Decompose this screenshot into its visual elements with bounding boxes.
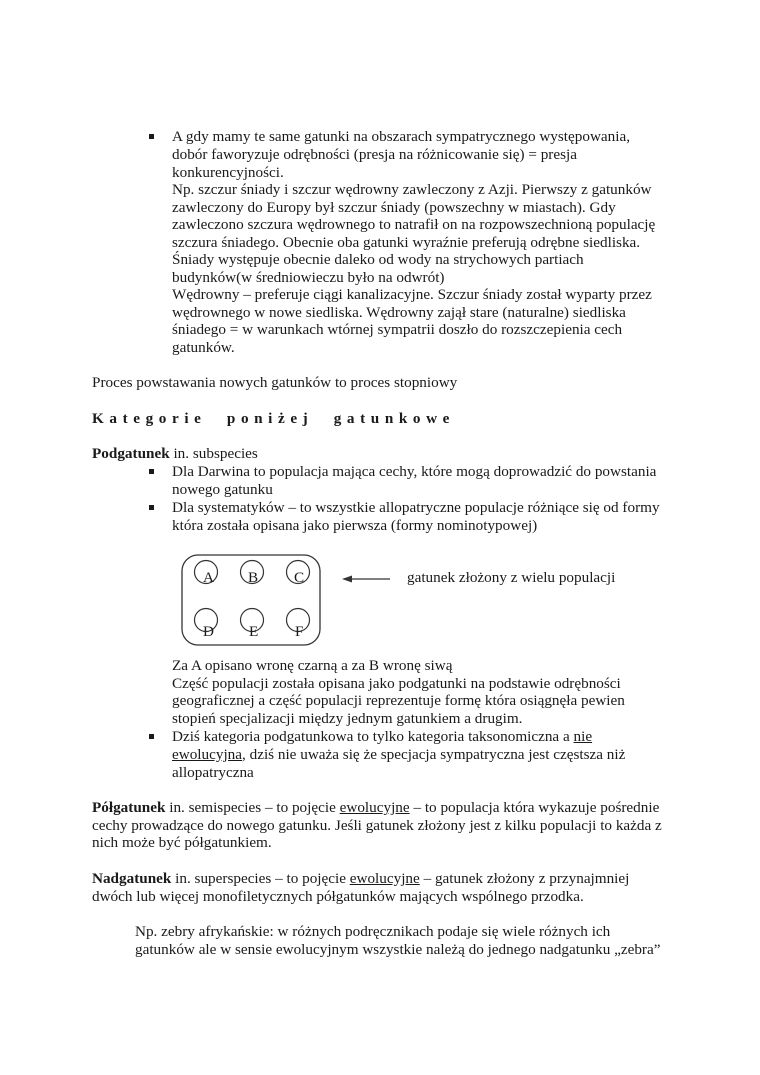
bullet-marker: [149, 734, 154, 739]
paragraph-line: gatunków.: [172, 339, 235, 356]
bullet-line: która została opisana jako pierwsza (formy nominotypowej): [172, 517, 538, 534]
polgatunek-definition: [92, 799, 659, 817]
bullet-line: [172, 728, 592, 746]
text-span: in. semispecies – to pojęcie: [165, 799, 340, 816]
text-span: – to populacja która wykazuje pośrednie: [409, 799, 660, 816]
bullet-line: [172, 746, 625, 764]
paragraph-line: szczura śniadego. Obecnie oba gatunki wyraźnie preferują odrębne siedliska.: [172, 234, 641, 251]
term-polgatunek: Półgatunek: [92, 799, 166, 816]
underlined-text: ewolucyjna: [172, 746, 243, 763]
paragraph-line: nich może być półgatunkiem.: [92, 834, 272, 851]
paragraph-line: zawleczony do Europy był szczur śniady (powszechny w miastach). Gdy: [172, 199, 616, 216]
bullet-line: Dla Darwina to populacja mająca cechy, które mogą doprowadzić do powstania: [172, 463, 657, 480]
circle-label-b: B: [248, 569, 259, 586]
paragraph-line: wędrownego w nowe siedliska. Wędrowny zajął stare (naturalne) siedliska: [172, 304, 626, 321]
paragraph-line: zawleczono szczura wędrownego to natrafił on na rozpowszechnioną populację: [172, 216, 656, 233]
circle-label-c: C: [294, 569, 305, 586]
paragraph-line: stopień specjalizacji między jednym gatunkiem a drugim.: [172, 710, 523, 727]
arrow-label: gatunek złożony z wielu populacji: [407, 569, 616, 586]
underlined-text: nie: [573, 728, 593, 745]
underlined-text: ewolucyjne: [349, 870, 420, 887]
paragraph-line: konkurencyjności.: [172, 164, 284, 181]
bullet-line: allopatryczna: [172, 764, 254, 781]
paragraph-line: Śniady występuje obecnie daleko od wody na strychowych partiach: [172, 251, 584, 268]
paragraph-line: dobór faworyzuje odrębności (presja na różnicowanie się) = presja: [172, 146, 577, 163]
text-span: in. superspecies – to pojęcie: [171, 870, 350, 887]
paragraph-line: geograficznej a część populacji reprezentuje formę która osiągnęła pewien: [172, 692, 625, 709]
term-podgatunek: Podgatunek: [92, 445, 170, 462]
nadgatunek-definition: [92, 870, 629, 888]
circle-label-f: F: [295, 623, 304, 640]
paragraph-line: Np. szczur śniady i szczur wędrowny zawleczony z Azji. Pierwszy z gatunków: [172, 181, 652, 198]
example-line: Np. zebry afrykańskie: w różnych podręcznikach podaje się wiele różnych ich: [135, 923, 611, 940]
paragraph-line: Za A opisano wronę czarną a za B wronę siwą: [172, 657, 453, 674]
text-span: , dziś nie uważa się że specjacja sympatryczna jest częstsza niż: [242, 746, 626, 763]
circle-label-d: D: [203, 623, 214, 640]
paragraph-line: cechy prowadzące do nowego gatunku. Jeśli gatunek złożony jest z kilku populacji to każda z: [92, 817, 662, 834]
circle-label-a: A: [203, 569, 214, 586]
paragraph-line: śniadego = w warunkach wtórnej sympatrii doszło do rozszczepienia cech: [172, 321, 623, 338]
term-description: in. subspecies: [169, 445, 258, 462]
paragraph-line: Wędrowny – preferuje ciągi kanalizacyjne. Szczur śniady został wyparty przez: [172, 286, 652, 303]
term-nadgatunek: Nadgatunek: [92, 870, 172, 887]
paragraph-line: Część populacji została opisana jako podgatunki na podstawie odrębności: [172, 675, 621, 692]
section-heading: Kategorie poniżej gatunkowe: [92, 410, 456, 427]
circle-label-e: E: [249, 623, 259, 640]
text-span: Dziś kategoria podgatunkowa to tylko kategoria taksonomiczna a: [172, 728, 574, 745]
proces-line: Proces powstawania nowych gatunków to proces stopniowy: [92, 374, 458, 391]
paragraph-line: dwóch lub więcej monofiletycznych półgatunków mających wspólnego przodka.: [92, 888, 584, 905]
text-span: – gatunek złożony z przynajmniej: [419, 870, 630, 887]
paragraph-line: budynków(w średniowieczu było na odwrót): [172, 269, 445, 286]
bullet-line: Dla systematyków – to wszystkie allopatryczne populacje różniące się od formy: [172, 499, 660, 516]
underlined-text: ewolucyjne: [339, 799, 410, 816]
bullet-line: nowego gatunku: [172, 481, 273, 498]
example-line: gatunków ale w sensie ewolucyjnym wszystkie należą do jednego nadgatunku „zebra”: [135, 941, 661, 958]
paragraph-line: A gdy mamy te same gatunki na obszarach sympatrycznego występowania,: [172, 128, 631, 145]
